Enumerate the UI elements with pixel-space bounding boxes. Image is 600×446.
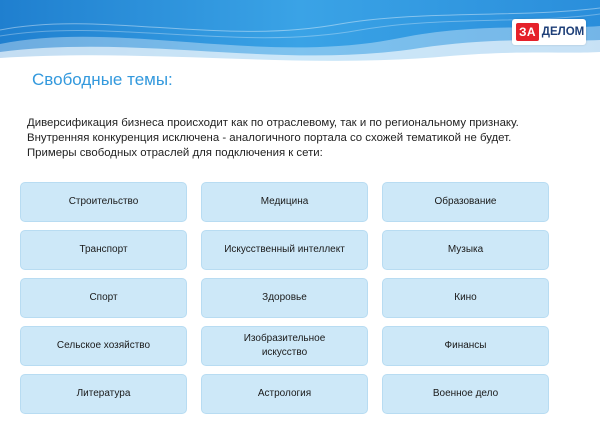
topic-button[interactable]: Военное дело bbox=[382, 374, 549, 414]
intro-line: Диверсификация бизнеса происходит как по отраслевому, так и по региональному признаку. bbox=[27, 117, 519, 129]
topic-button[interactable]: Кино bbox=[382, 278, 549, 318]
topic-button[interactable]: Строительство bbox=[20, 182, 187, 222]
topics-grid bbox=[20, 182, 549, 414]
topic-button[interactable]: Сельское хозяйство bbox=[20, 326, 187, 366]
topic-button[interactable]: Финансы bbox=[382, 326, 549, 366]
topic-button[interactable]: Образование bbox=[382, 182, 549, 222]
topic-button[interactable]: Спорт bbox=[20, 278, 187, 318]
topic-button[interactable]: Искусственный интеллект bbox=[201, 230, 368, 270]
logo-text: ДЕЛОМ bbox=[541, 26, 585, 38]
page-title: Свободные темы: bbox=[32, 70, 173, 89]
wave-background bbox=[0, 0, 600, 62]
topic-button[interactable]: Изобразительное искусство bbox=[201, 326, 368, 366]
logo-mark: ЗА bbox=[516, 23, 539, 41]
intro-line: Примеры свободных отраслей для подключения к сети: bbox=[27, 147, 323, 159]
topic-button[interactable]: Музыка bbox=[382, 230, 549, 270]
topic-button[interactable]: Медицина bbox=[201, 182, 368, 222]
intro-text bbox=[27, 116, 587, 161]
topic-button[interactable]: Транспорт bbox=[20, 230, 187, 270]
topic-button[interactable]: Астрология bbox=[201, 374, 368, 414]
brand-logo[interactable] bbox=[512, 19, 586, 45]
intro-line: Внутренняя конкуренция исключена - аналогичного портала со схожей тематикой не будет. bbox=[27, 132, 512, 144]
topic-button[interactable]: Литература bbox=[20, 374, 187, 414]
topic-button[interactable]: Здоровье bbox=[201, 278, 368, 318]
header-banner bbox=[0, 0, 600, 62]
